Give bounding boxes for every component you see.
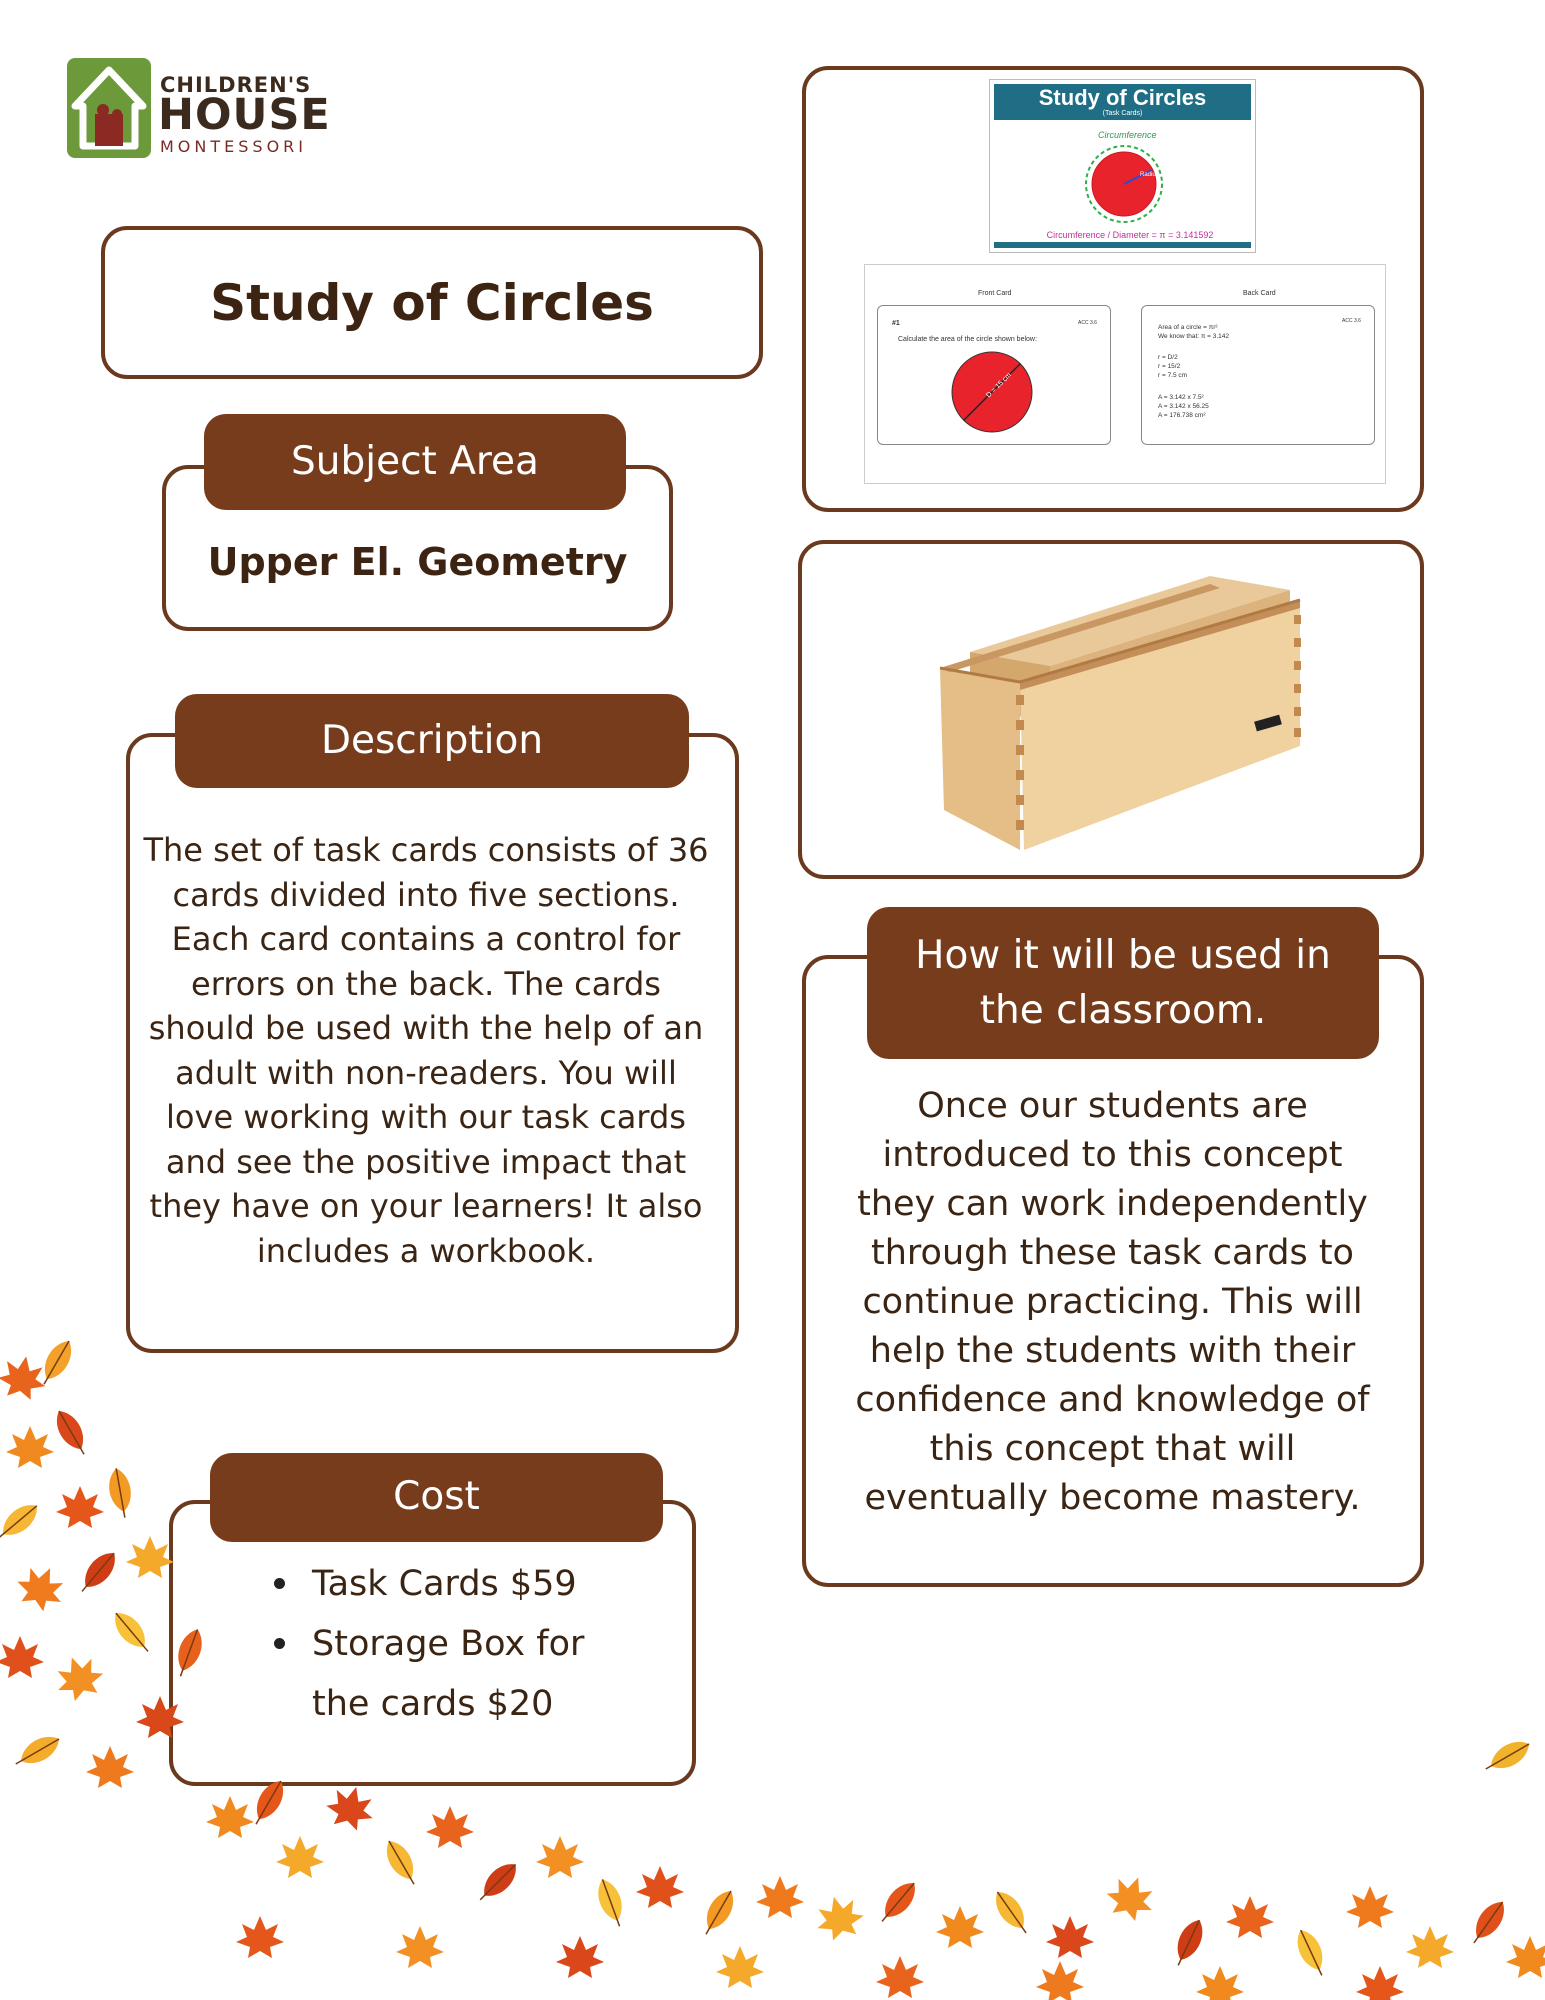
house-icon: [67, 58, 151, 158]
back-line-7: A = 3.142 x 56.25: [1158, 403, 1209, 410]
logo-mark: [67, 58, 151, 158]
back-line-2: We know that: π = 3.142: [1158, 333, 1230, 340]
description-heading: Description: [175, 694, 689, 788]
cost-item-task-cards: Task Cards $59: [270, 1554, 642, 1614]
front-card: [877, 305, 1111, 445]
subject-heading: Subject Area: [204, 414, 626, 510]
wooden-box-icon: [920, 570, 1320, 860]
logo-text-childrens: CHILDREN'S: [160, 73, 312, 97]
cost-heading: Cost: [210, 1453, 663, 1542]
classroom-text: Once our students are introduced to this concept they can work independently through these task cards to continue practicing. This will help the students with their confidence and knowledge of this concept that will eventually become mastery.: [855, 1086, 1370, 1518]
preview-pi-formula: Circumference / Diameter = π = 3.141592: [1046, 230, 1214, 240]
back-line-5: r = 7.5 cm: [1158, 372, 1188, 379]
back-line-3: r = D/2: [1158, 354, 1178, 361]
back-line-8: A = 176.738 cm²: [1158, 412, 1206, 419]
classroom-heading: How it will be used in the classroom.: [867, 907, 1379, 1059]
front-card-code: ACC 3.6: [1078, 320, 1097, 326]
preview-circle-icon: [1078, 138, 1170, 230]
back-line-4: r = 15/2: [1158, 363, 1181, 370]
front-card-number: #1: [892, 320, 900, 327]
back-card: [1141, 305, 1375, 445]
preview-cover-title: Study of Circles: [1038, 85, 1207, 110]
cost-item-storage-box: Storage Box for the cards $20: [270, 1614, 642, 1734]
description-text: The set of task cards consists of 36 cards divided into five sections. Each card contains a control for errors on the back. The cards should be used with the help of an adult with non-readers. You will love working with our task cards and see the positive impact that they have on your learners! It also includes a workbook.: [143, 831, 709, 1270]
logo-text-house: HOUSE: [158, 90, 331, 140]
autumn-leaves-decoration: [0, 1300, 1545, 2000]
page-title: Study of Circles: [210, 273, 654, 332]
front-back-preview: [865, 265, 1385, 483]
preview-radius-label: Radius: [1140, 172, 1159, 178]
preview-circumference-label: Circumference: [1098, 130, 1157, 140]
back-card-code: ACC 3.6: [1342, 318, 1361, 324]
front-card-label: Front Card: [978, 290, 1012, 297]
task-cards-preview: [990, 80, 1255, 252]
front-card-diameter: D = 15 cm: [985, 371, 1013, 400]
preview-cover-subtitle: (Task Cards): [1102, 110, 1143, 117]
back-line-6: A = 3.142 x 7.5²: [1158, 394, 1204, 401]
front-card-question: Calculate the area of the circle shown below:: [898, 336, 1037, 343]
back-card-label: Back Card: [1243, 290, 1276, 297]
logo-text-montessori: MONTESSORI: [160, 137, 307, 156]
subject-value: Upper El. Geometry: [207, 540, 628, 584]
back-line-1: Area of a circle = πr²: [1158, 324, 1218, 331]
